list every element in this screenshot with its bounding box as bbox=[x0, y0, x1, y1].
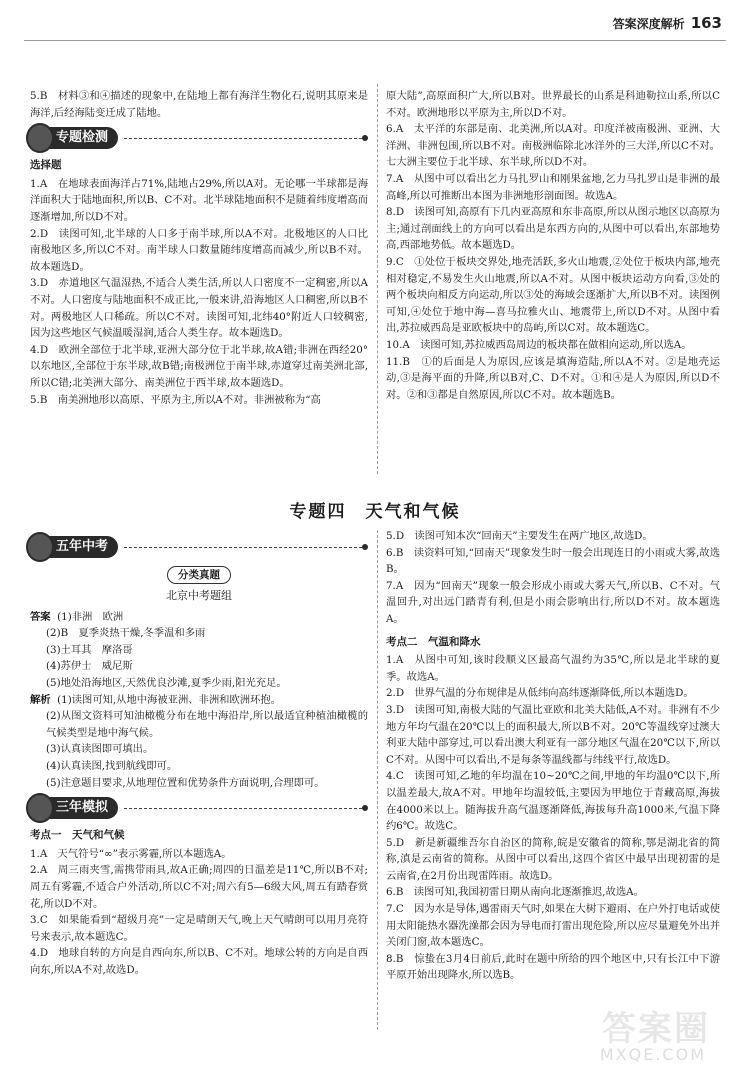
banner-dot bbox=[362, 544, 368, 550]
banner-zhuanti-jiance bbox=[30, 125, 368, 151]
banner-dot bbox=[362, 805, 368, 811]
banner-wunian-zhongkao bbox=[30, 534, 368, 560]
answer-item: 7.A 因为“回南天”现象一般会形成小雨或大雾天气,所以B、C不对。气温回升,对出远门踏青有利,但是小雨会影响出行,所以D不对。故本题选A。 bbox=[386, 579, 720, 625]
banner-dashed-line bbox=[124, 808, 362, 809]
analysis-line: (4)认真读图,找到航线即可。 bbox=[46, 759, 178, 772]
left-top-column bbox=[30, 88, 368, 408]
answer-label: 答案 bbox=[30, 610, 51, 623]
answer-item: 2.D 世界气温的分布规律是从低纬向高纬逐渐降低,所以本题选D。 bbox=[386, 687, 694, 700]
column-divider bbox=[377, 530, 378, 1030]
answer-item: 11.B ①的后面是人为原因,应该是填海造陆,所以A不对。②是地壳运动,③是海平面的升降,所以B对,C、D不对。①和④是人为原因,所以D不对。②和③都是自然原因,所以C不对。故本题选B。 bbox=[386, 355, 720, 401]
question-group-heading: 北京中考题组 bbox=[166, 589, 232, 602]
answer-item: 4.D 地球自转的方向是自西向东,所以B、C不对。地球公转的方向是自西向东,所以A不对,故选D。 bbox=[30, 947, 368, 976]
answer-item: 4.D 欧洲全部位于北半球,亚洲大部分位于北半球,故A错;非洲在西经20°以东地区,全部位于东半球,故B错;南极洲位于南半球,赤道穿过南美洲北部,所以C错;北美洲大部分、南美洲位于西半球,故本题选D。 bbox=[30, 343, 368, 389]
analysis-line: (3)认真读图即可填出。 bbox=[46, 743, 154, 756]
watermark-url: MXQE.COM bbox=[599, 1045, 706, 1064]
answer-line: (3)土耳其 摩洛哥 bbox=[46, 643, 133, 656]
analysis-line: (5)注意题目要求,从地理位置和优势条件方面说明,合理即可。 bbox=[46, 776, 325, 789]
choice-subheading: 选择题 bbox=[30, 159, 62, 172]
answer-item: 2.D 读图可知,北半球的人口多于南半球,所以A不对。北极地区的人口比南极地区多,所以C不对。南半球人口数量随纬度增高而减少,所以B不对。故本题选D。 bbox=[30, 227, 368, 273]
analysis-line: (2)从图文资料可知油橄榄分布在地中海沿岸,所以最适宜种植油橄榄的气候类型是地中海气候。 bbox=[46, 710, 368, 739]
header-label: 答案深度解析 bbox=[612, 16, 685, 31]
left-bottom-column bbox=[30, 530, 368, 978]
answer-item: 8.B 惊蛰在3月4日前后,此时在题中所给的四个地区中,只有长江中下游平原开始出现降水,所以选B。 bbox=[386, 952, 720, 982]
answer-item: 6.B 读资料可知,“回南天”现象发生时一般会出现连日的小雨或大雾,故选B。 bbox=[386, 546, 720, 576]
answer-item: 10.A 读图可知,苏拉威西岛周边的板块都在做相向运动,所以选A。 bbox=[386, 338, 692, 351]
answer-item: 3.D 读图可知,南极大陆的气温比亚欧和北美大陆低,A不对。非洲有不少地方年均气温在20℃以上的面积最大,所以B不对。20℃等温线穿过澳大利亚大陆中部穿过,可以看出澳大利亚有一部分地区气温在20℃以下,所以C不对。从图中可以看出,不是每条等温线都与纬线平行,故选D。 bbox=[386, 703, 720, 766]
page-number: 163 bbox=[690, 14, 722, 32]
answer-item: 6.A 太平洋的东部是南、北美洲,所以A对。印度洋被南极洲、亚洲、大洋洲、非洲包围,所以B不对。南极洲临除北冰洋外的三大洋,所以C不对。七大洲主要位于北半球、东半球,所以D不对。 bbox=[386, 123, 720, 169]
answer-item: 7.C 因为水是导体,遇雷雨天气时,如果在大树下避雨、在户外打电话或使用太阳能热水器洗澡都会因为导电而打雷出现危险,所以应尽量避免外出并关闭门窗,故本题选C。 bbox=[386, 903, 720, 949]
tag-box bbox=[30, 566, 368, 584]
answer-line: (1)非洲 欧洲 bbox=[57, 610, 124, 623]
category-tag: 分类真题 bbox=[167, 566, 231, 584]
banner-label: 三年模拟 bbox=[56, 799, 109, 815]
banner-sannian-moni bbox=[30, 795, 368, 821]
answer-line: (4)苏伊士 威尼斯 bbox=[46, 660, 133, 673]
answer-item: 5.D 新是新疆维吾尔自治区的简称,皖是安徽省的简称,鄂是湖北省的简称,滇是云南省的简称。从图中可以看出,这四个省区中最早出现初雷的是云南省,在2月份出现雷阵雨。故选D。 bbox=[386, 836, 720, 882]
answer-line: (5)地处沿海地区,天然优良沙滩,夏季少雨,阳光充足。 bbox=[46, 676, 287, 689]
topic-heading: 考点二 气温和降水 bbox=[386, 635, 481, 648]
banner-label: 专题检测 bbox=[56, 129, 109, 145]
column-divider bbox=[377, 84, 378, 474]
banner-dashed-line bbox=[124, 547, 362, 548]
banner-badge bbox=[30, 797, 118, 820]
answer-line: (2)B 夏季炎热干燥,冬季温和多雨 bbox=[46, 627, 206, 640]
answer-item: 1.A 天气符号“∞”表示雾霾,所以本题选A。 bbox=[30, 847, 232, 860]
answer-item: 9.C ①处位于板块交界处,地壳活跃,多火山地震,②处位于板块内部,地壳相对稳定,不易发生火山地震,所以A不对。从图中板块运动方向看,③处的两个板块向相反方向运动,所以③处的海域会逐渐扩大,所以B不对。读图例可知,④处位于地中海—喜马拉雅火山、地震带上,所以D不对。从图中看出,苏拉威西岛是亚欧板块中的岛屿,所以C对。故本题选C。 bbox=[386, 255, 720, 335]
intro-item: 5.B 材料③和④描述的现象中,在陆地上都有海洋生物化石,说明其原来是海洋,后经海陆变迁成了陆地。 bbox=[30, 90, 368, 119]
right-bottom-column bbox=[386, 528, 720, 984]
mascot-icon bbox=[26, 793, 54, 823]
answer-item: 3.D 赤道地区气温湿热,不适合人类生活,所以人口密度不一定稠密,所以A不对。人口密度与陆地面积不成正比,一般来讲,沿海地区人口稠密,所以B不对。两极地区人口稀疏。所以C不对。读图可知,北纬40°附近人口较稠密,因为这些地区气候温暖湿润,适合人类生存。故本题选D。 bbox=[30, 277, 368, 340]
answer-item: 4.C 读图可知,乙地的年均温在10~20℃之间,甲地的年均温0℃以下,所以温差最大,故A不对。甲地年均温较低,主要因为甲地位于青藏高原,海拔在4000米以上。随海拔升高气温逐渐降低,海拔每升高1000米,气温下降约6℃。故选C。 bbox=[386, 770, 720, 833]
banner-dot bbox=[362, 135, 368, 141]
banner-badge bbox=[30, 536, 118, 559]
banner-label: 五年中考 bbox=[56, 538, 109, 554]
answer-item: 7.A 从图中可以看出乞力马扎罗山和刚果盆地,乞力马扎罗山是非洲的最高峰,所以可推断出本图为非洲地形剖面图。故选A。 bbox=[386, 172, 720, 202]
topic-heading: 考点一 天气和气候 bbox=[30, 829, 125, 842]
answer-item: 5.B 南美洲地形以高原、平原为主,所以A不对。非洲被称为“高 bbox=[30, 393, 321, 406]
running-header bbox=[613, 14, 722, 32]
header-rule bbox=[24, 40, 726, 41]
answer-item: 1.A 在地球表面海洋占71%,陆地占29%,所以A对。无论哪一半球都是海洋面积大于陆地面积,所以B、C不对。北半球陆地面积不是随着纬度增高而逐渐增加,所以D不对。 bbox=[30, 177, 368, 223]
answer-item: 6.B 读图可知,我国初雷日期从南向北逐渐推迟,故选A。 bbox=[386, 886, 644, 899]
analysis-line: (1)读图可知,从地中海被亚洲、非洲和欧洲环抱。 bbox=[57, 693, 281, 706]
mascot-icon bbox=[26, 532, 54, 562]
banner-dashed-line bbox=[124, 138, 362, 139]
answer-item: 3.C 如果能看到“超级月亮”一定是晴朗天气,晚上天气晴朗可以用月亮符号来表示,故本题选C。 bbox=[30, 914, 368, 943]
banner-badge bbox=[30, 127, 118, 150]
watermark-logo: 答案圈 bbox=[602, 1009, 710, 1049]
answer-item: 2.A 周三雨夹雪,需携带雨具,故A正确;周四的日温差是11℃,所以B不对;周五有雾霾,不适合户外活动,所以C不对;周六有5—6级大风,周五有踏春赏花,所以D不对。 bbox=[30, 864, 368, 910]
mascot-icon bbox=[26, 123, 54, 153]
right-top-column bbox=[386, 88, 720, 403]
answer-item: 5.D 读图可知本次“回南天”主要发生在两广地区,故选D。 bbox=[386, 530, 653, 542]
answer-item: 1.A 从图中可知,该时段顺义区最高气温约为35℃,所以是北半球的夏季。故选A。 bbox=[386, 654, 720, 683]
answer-item: 8.D 读图可知,高原有下几内亚高原和东非高原,所以从图示地区以高原为主;通过剖面线上的方向可以看出是东西方向的,从图中可以看出,东部地势高,西部地势低。故本题选D。 bbox=[386, 206, 720, 252]
answer-item: 原大陆”,高原面积广大,所以B对。世界最长的山系是科迪勒拉山系,所以C不对。欧洲地形以平原为主,所以D不对。 bbox=[386, 90, 720, 119]
analysis-label: 解析 bbox=[30, 693, 51, 706]
section-title: 专题四 天气和气候 bbox=[289, 502, 461, 522]
